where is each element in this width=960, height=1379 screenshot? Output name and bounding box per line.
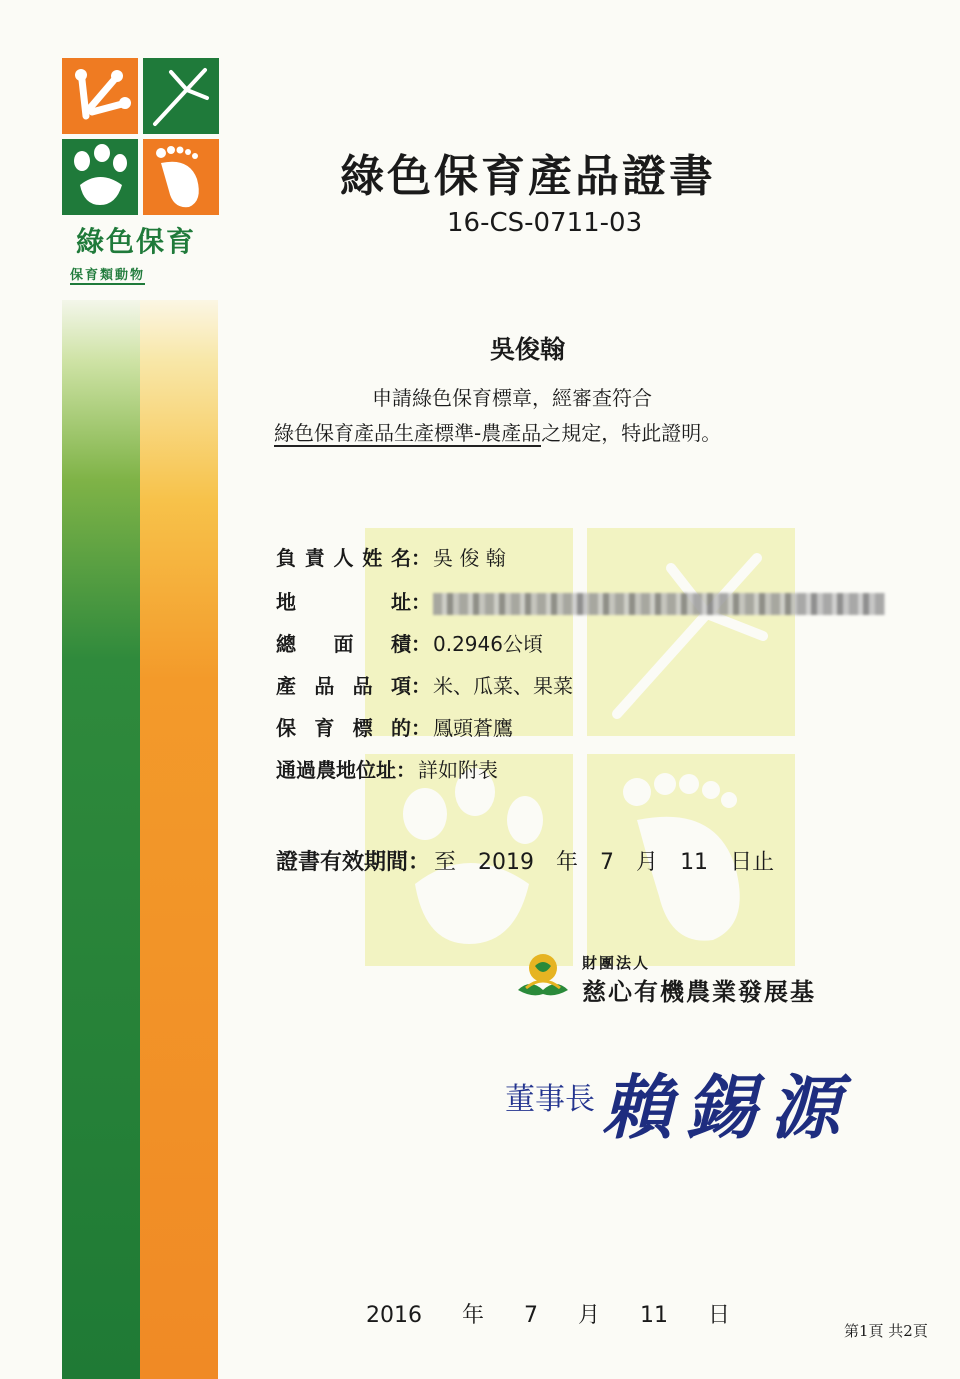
bird-footprint-icon	[143, 58, 219, 134]
field-product-items: 產品品項： 米、瓜菜、果菜	[276, 670, 573, 699]
green-conservation-logo	[62, 58, 220, 283]
issue-date: 2016 年 7 月 11 日	[366, 1303, 731, 1328]
field-total-area: 總面積： 0.2946公頃	[276, 628, 543, 657]
issuer-org-name: 慈心有機農業發展基	[582, 977, 816, 1006]
field-value: 鳳頭蒼鷹	[433, 716, 513, 740]
issuer-org-type: 財團法人	[582, 954, 651, 972]
certificate-title: 綠色保育產品證書	[340, 151, 716, 202]
field-responsible-person: 負責人姓名： 吳 俊 翰	[276, 542, 506, 571]
field-value: 米、瓜菜、果菜	[433, 674, 573, 698]
page-indicator: 第1頁 共2頁	[844, 1322, 928, 1340]
frog-footprint-icon	[62, 58, 138, 134]
orange-stripe	[140, 300, 218, 1379]
certificate-number: 16-CS-0711-03	[447, 208, 643, 238]
validity-year: 2019	[478, 850, 535, 875]
field-label: 地址	[276, 590, 411, 614]
field-address: 地址：	[276, 586, 885, 615]
field-label: 負責人姓名	[276, 546, 411, 570]
human-footprint-icon	[143, 139, 219, 215]
field-label: 總面積	[276, 632, 411, 656]
logo-title: 綠色保育	[76, 225, 197, 258]
production-standard: 綠色保育產品生產標準-農產品	[274, 421, 542, 445]
field-value: 詳如附表	[418, 758, 498, 782]
issue-year: 2016	[366, 1303, 422, 1328]
statement-line-2-rest: 之規定，特此證明。	[541, 421, 722, 445]
field-value: 吳 俊 翰	[433, 546, 506, 570]
field-label: 產品品項	[276, 674, 411, 698]
redacted-address	[433, 593, 885, 615]
certificate-holder: 吳俊翰	[490, 335, 566, 364]
mammal-pawprint-icon	[62, 139, 138, 215]
field-value: 0.2946公頃	[433, 632, 543, 656]
validity-month: 7	[600, 850, 615, 875]
statement-line-1: 申請綠色保育標章，經審查符合	[372, 386, 652, 410]
chairman-signature: 賴錫源	[602, 1066, 854, 1149]
validity-period: 證書有效期間： 至 2019 年 7 月 11 日止	[276, 850, 775, 875]
field-label: 保育標的	[276, 716, 411, 740]
field-conservation-target: 保育標的： 鳳頭蒼鷹	[276, 712, 513, 741]
issue-month: 7	[524, 1303, 539, 1328]
validity-label: 證書有效期間：	[276, 850, 431, 875]
lotus-emblem-icon	[514, 952, 572, 1000]
field-farmland-location: 通過農地位址： 詳如附表	[276, 754, 498, 783]
issue-day: 11	[640, 1303, 669, 1328]
chairman-title: 董事長	[505, 1082, 595, 1117]
field-label: 通過農地位址	[276, 758, 396, 782]
logo-subtitle: 保育類動物	[70, 264, 145, 285]
statement-line-2	[274, 417, 721, 446]
validity-day: 11	[680, 850, 709, 875]
green-stripe	[62, 300, 142, 1379]
